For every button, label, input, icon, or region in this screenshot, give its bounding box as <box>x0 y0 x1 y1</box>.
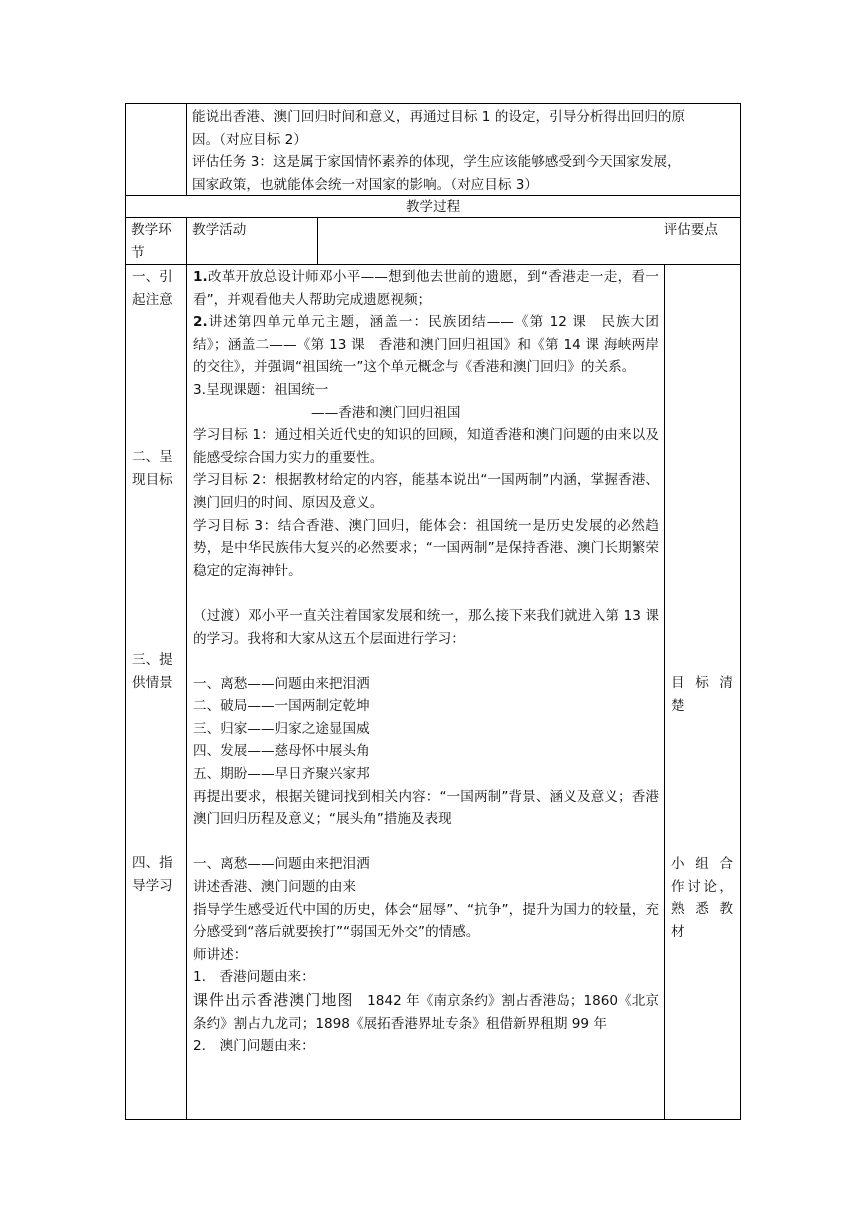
stage-label: 二、呈现目标 <box>132 449 173 488</box>
assessment-column <box>665 265 740 1119</box>
guide-line: 师讲述： <box>193 946 248 963</box>
goal-2: 学习目标 2：根据教材给定的内容，能基本说出“一国两制”内涵，掌握香港、澳门回归的时间、原因及意义。 <box>193 472 659 511</box>
level-item: 五、期盼——早日齐聚兴家邦 <box>193 766 370 783</box>
intro-line: 评估任务 3：这是属于家国情怀素养的体现，学生应该能够感受到今天国家发展， <box>192 154 681 171</box>
guide-line: 指导学生感受近代中国的历史，体会“屈辱”、“抗争”，提升为国力的较量，充分感受到“落后就要挨打”“弱国无外交”的情感。 <box>193 901 659 941</box>
hk-history <box>193 989 659 1035</box>
intro-cell <box>187 104 740 195</box>
hk-history-text: 1842 年《南京条约》割占香港岛；1860《北京条约》割占九龙司；1898《展拓香港界址专条》租借新界租期 99 年 <box>193 993 659 1032</box>
item-text: 讲述第四单元单元主题，涵盖一：民族团结——《第 12 课 民族大团结》；涵盖二——《第 13 课 香港和澳门回归祖国》和《第 14 课 海峡两岸的交往》，并强调“祖国统一”这个单元概念与《香港和澳门回归》的关系。 <box>193 314 659 376</box>
goal-1: 学习目标 1：通过相关近代史的知识的回顾，知道香港和澳门问题的由来以及能感受综合国力实力的重要性。 <box>193 427 659 466</box>
level-item: 四、发展——慈母怀中展头角 <box>193 743 370 760</box>
item-text: 改革开放总设计师邓小平——想到他去世前的遗愿，到“香港走一走，看一看”，并观看他夫人帮助完成遗愿视频； <box>193 269 659 308</box>
request-text: 再提出要求，根据关键词找到相关内容：“一国两制”背景、涵义及意义；香港澳门回归历程及意义；“展头角”措施及表现 <box>193 788 659 828</box>
intro-line: 国家政策，也就能体会统一对国家的影响。（对应目标 3） <box>192 176 539 193</box>
assessment-note: 目 标 清楚 <box>671 675 733 714</box>
level-item: 二、破局——一国两制定乾坤 <box>193 698 370 715</box>
section-title: 教学过程 <box>405 199 461 215</box>
activity-item-1 <box>193 266 659 311</box>
hk-title: 1. 香港问题由来： <box>193 969 315 986</box>
stage-label: 一、引起注意 <box>132 269 173 308</box>
header-row <box>126 218 740 265</box>
transition-text: （过渡）邓小平一直关注着国家发展和统一，那么接下来我们就进入第 13 课的学习。我将和大家从这五个层面进行学习： <box>193 607 659 647</box>
lesson-table <box>125 103 741 1120</box>
process-row <box>126 265 740 1119</box>
level-item: 三、归家——归家之途显国威 <box>193 720 370 737</box>
guide-line: 讲述香港、澳门问题的由来 <box>193 879 357 896</box>
activity-item-3: 3.呈现课题：祖国统一 <box>193 381 329 398</box>
intro-empty-cell <box>126 104 187 195</box>
intro-line: 因。（对应目标 2） <box>192 131 307 148</box>
goal-3: 学习目标 3：结合香港、澳门回归，能体会：祖国统一是历史发展的必然趋势，是中华民族伟大复兴的必然要求；“一国两制”是保持香港、澳门长期繁荣稳定的定海神针。 <box>193 517 659 579</box>
item-number: 2. <box>193 314 208 331</box>
lesson-subtitle: ——香港和澳门回归祖国 <box>311 404 461 421</box>
header-stage: 教学环节 <box>126 218 187 264</box>
guide-title: 一、离愁——问题由来把泪洒 <box>193 856 370 873</box>
intro-line: 能说出香港、澳门回归时间和意义，再通过目标 1 的设定，引导分析得出回归的原 <box>192 109 686 125</box>
activity-column <box>187 265 665 1119</box>
header-activity: 教学活动 <box>187 218 318 264</box>
stage-label: 三、提供情景 <box>132 652 173 691</box>
intro-row <box>126 104 740 196</box>
activity-content <box>193 266 659 1058</box>
stage-label: 四、指导学习 <box>132 855 173 894</box>
mo-title: 2. 澳门问题由来： <box>193 1038 315 1055</box>
courseware-note: 课件出示香港澳门地图 <box>193 991 354 1009</box>
section-title-row <box>126 196 740 218</box>
level-item: 一、离愁——问题由来把泪洒 <box>193 675 370 692</box>
header-assessment: 评估要点 <box>663 222 718 238</box>
item-number: 1. <box>193 269 208 285</box>
assessment-note: 小 组 合作讨论，熟 悉 教材 <box>671 856 733 940</box>
stage-column <box>126 265 187 1119</box>
activity-item-2 <box>193 311 659 379</box>
